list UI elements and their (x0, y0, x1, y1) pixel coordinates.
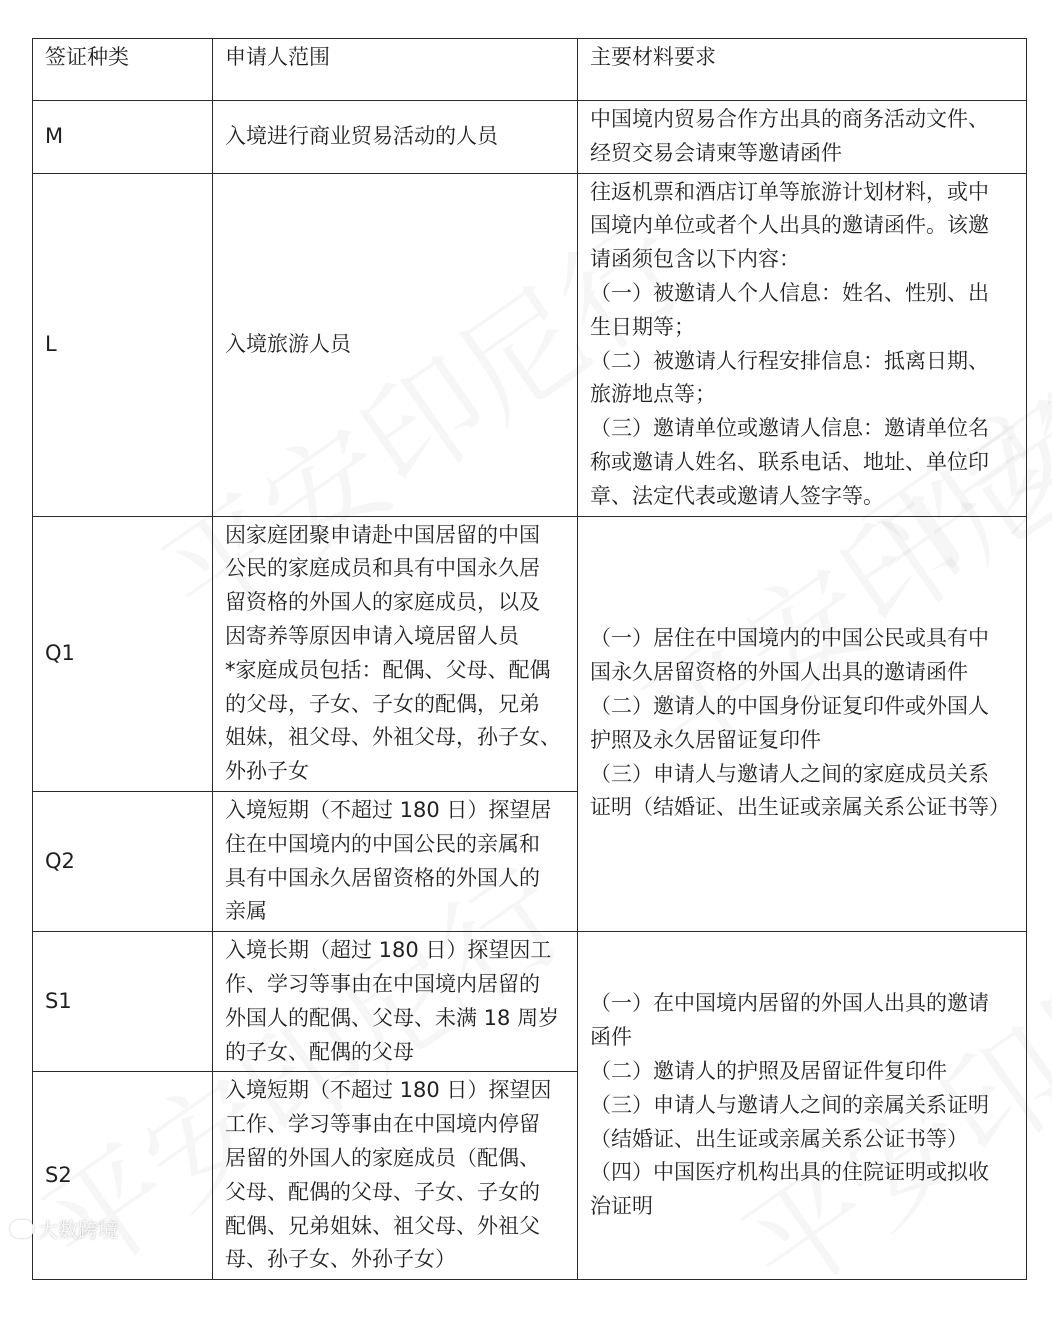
applicant-scope-cell (213, 932, 578, 1072)
table-row (33, 173, 1027, 516)
chat-bubble-icon (10, 1220, 34, 1238)
materials-line: 治证明 (590, 1194, 653, 1219)
brand-text: 大数跨境 (38, 1218, 118, 1242)
materials-line: （一）居住在中国境内的中国公民或具有中 (590, 626, 989, 651)
scope-line: 具有中国永久居留资格的外国人的 (225, 865, 540, 890)
materials-cell (578, 101, 1027, 174)
materials-line: （三）申请人与邀请人之间的亲属关系证明 (590, 1092, 989, 1117)
scope-line: 入境长期（超过 180 日）探望因工 (225, 938, 552, 963)
materials-line: 国境内单位或者个人出具的邀请函件。该邀 (590, 213, 989, 238)
materials-line: （四）中国医疗机构出具的住院证明或拟收 (590, 1160, 989, 1185)
family-materials-cell (578, 516, 1027, 932)
scope-line: 工作、学习等事由在中国境内停留 (225, 1112, 540, 1137)
header-applicant-scope: 申请人范围 (213, 39, 578, 101)
scope-line: 因寄养等原因申请入境居留人员 (225, 623, 519, 648)
visa-code: M (33, 101, 213, 174)
materials-line: （一）在中国境内居留的外国人出具的邀请 (590, 991, 989, 1016)
table-row (33, 101, 1027, 174)
scope-line: 姐妹，祖父母、外祖父母，孙子女、 (225, 725, 561, 750)
table-header-row (33, 39, 1027, 101)
scope-line: 配偶、兄弟姐妹、祖父母、外祖父 (225, 1213, 540, 1238)
visa-requirements-table (32, 38, 1027, 1280)
scope-line: 入境短期（不超过 180 日）探望因 (225, 1078, 552, 1103)
header-materials: 主要材料要求 (578, 39, 1027, 101)
scope-line: 外国人的配偶、父母、未满 18 周岁 (225, 1005, 560, 1030)
materials-line: （二）被邀请人行程安排信息：抵离日期、 (590, 348, 989, 373)
applicant-scope-cell (213, 1072, 578, 1280)
materials-line: （三）申请人与邀请人之间的家庭成员关系 (590, 761, 989, 786)
scope-line: 因家庭团聚申请赴中国居留的中国 (225, 522, 540, 547)
materials-line: （三）邀请单位或邀请人信息：邀请单位名 (590, 416, 989, 441)
scope-line: 父母、配偶的父母、子女、子女的 (225, 1179, 540, 1204)
applicant-scope-cell (213, 791, 578, 931)
materials-line: 生日期等； (590, 314, 695, 339)
scope-line: 公民的家庭成员和具有中国永久居 (225, 556, 540, 581)
scope-line: 居留的外国人的家庭成员（配偶、 (225, 1145, 540, 1170)
visit-materials-cell (578, 932, 1027, 1280)
scope-line: 入境进行商业贸易活动的人员 (225, 123, 498, 148)
materials-line: 往返机票和酒店订单等旅游计划材料，或中 (590, 179, 989, 204)
materials-line: （一）被邀请人个人信息：姓名、性别、出 (590, 280, 989, 305)
visa-code: S2 (33, 1072, 213, 1280)
brand-watermark (10, 1214, 118, 1243)
scope-line: 外孙子女 (225, 759, 309, 784)
materials-line: 请函须包含以下内容： (590, 247, 800, 272)
materials-line: 国永久居留资格的外国人出具的邀请函件 (590, 660, 968, 685)
scope-line: 入境短期（不超过 180 日）探望居 (225, 797, 552, 822)
applicant-scope-cell (213, 516, 578, 791)
scope-line: 的父母，子女、子女的配偶，兄弟 (225, 691, 540, 716)
materials-line: 称或邀请人姓名、联系电话、地址、单位印 (590, 449, 989, 474)
materials-line: 函件 (590, 1025, 632, 1050)
materials-line: 中国境内贸易合作方出具的商务活动文件、 (590, 107, 989, 131)
materials-line: 证明（结婚证、出生证或亲属关系公证书等） (590, 795, 1010, 820)
materials-line: （二）邀请人的中国身份证复印件或外国人 (590, 694, 989, 719)
scope-line: 作、学习等事由在中国境内居留的 (225, 971, 540, 996)
visa-code: Q2 (33, 791, 213, 931)
scope-line: 留资格的外国人的家庭成员，以及 (225, 590, 540, 615)
visa-code: Q1 (33, 516, 213, 791)
materials-line: （结婚证、出生证或亲属关系公证书等） (590, 1126, 968, 1151)
table-row (33, 516, 1027, 791)
applicant-scope-cell (213, 101, 578, 174)
scope-line: 母、孙子女、外孙子女） (225, 1247, 456, 1272)
applicant-scope-cell (213, 173, 578, 516)
materials-cell (578, 173, 1027, 516)
visa-code: S1 (33, 932, 213, 1072)
scope-line: 住在中国境内的中国公民的亲属和 (225, 831, 540, 856)
scope-line: *家庭成员包括：配偶、父母、配偶 (225, 657, 551, 682)
materials-line: 章、法定代表或邀请人签字等。 (590, 483, 884, 508)
materials-line: 旅游地点等； (590, 382, 716, 407)
materials-line: 经贸交易会请柬等邀请函件 (590, 140, 842, 165)
header-visa-type: 签证种类 (33, 39, 213, 101)
scope-line: 入境旅游人员 (225, 331, 351, 356)
table-row (33, 932, 1027, 1072)
materials-line: 护照及永久居留证复印件 (590, 727, 821, 752)
scope-line: 的子女、配偶的父母 (225, 1039, 414, 1064)
materials-line: （二）邀请人的护照及居留证件复印件 (590, 1058, 947, 1083)
visa-code: L (33, 173, 213, 516)
scope-line: 亲属 (225, 899, 267, 924)
